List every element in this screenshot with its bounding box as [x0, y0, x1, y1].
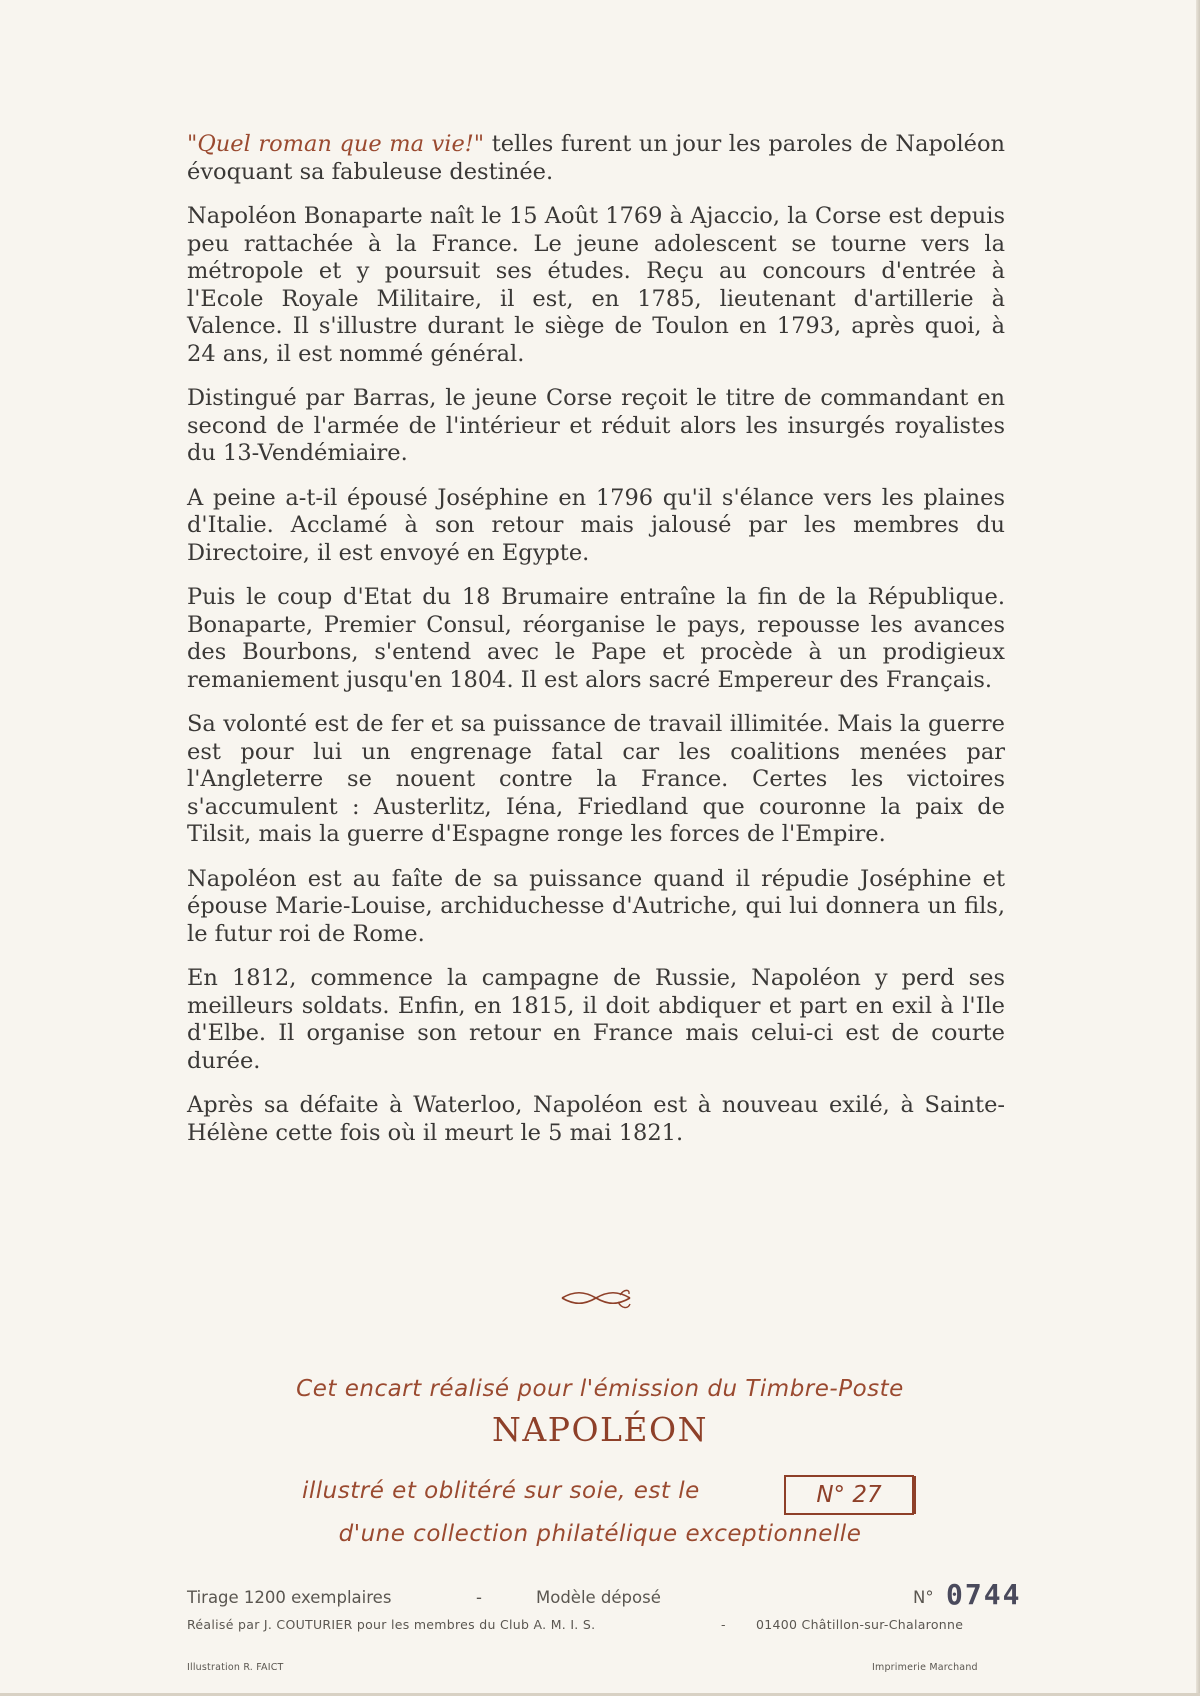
- credits-text: Réalisé par J. COUTURIER pour les membres du Club A. M. I. S.: [187, 1617, 596, 1632]
- footer-separator: -: [721, 1617, 726, 1632]
- biography-text: [187, 131, 1005, 1164]
- printer-credit: Imprimerie Marchand: [872, 1662, 978, 1673]
- paragraph-italy: A peine a-t-il épousé Joséphine en 1796 qu'il s'élance vers les plaines d'Italie. Acclamé à son retour mais jalousé par les membres du Directoire, il est envoyé en Egypte.: [187, 484, 1005, 566]
- intro-text: telles furent un jour les paroles de Napoléon évoquant sa fabuleuse destinée.: [187, 131, 1005, 185]
- address-text: 01400 Châtillon-sur-Chalaronne: [756, 1617, 964, 1632]
- paragraph-marriage: Napoléon est au faîte de sa puissance quand il répudie Joséphine et épouse Marie-Louise, archiduchesse d'Autriche, qui lui donnera un fils, le futur roi de Rome.: [187, 865, 1005, 947]
- paragraph-exile: Après sa défaite à Waterloo, Napoléon est à nouveau exilé, à Sainte-Hélène cette fois où il meurt le 5 mai 1821.: [187, 1092, 1005, 1146]
- illustrator-credit: Illustration R. FAICT: [187, 1662, 284, 1673]
- promo-exceptional-line: d'une collection philatélique exceptionnelle: [338, 1521, 862, 1547]
- paragraph-birth: Napoléon Bonaparte naît le 15 Août 1769 à Ajaccio, la Corse est depuis peu rattachée à la France. Le jeune adolescent se tourne vers la métropole et y poursuit ses études. Reçu au concours d'entrée à l'Ecole Royale Militaire, il est, en 1785, lieutenant d'artillerie à Valence. Il s'illustre durant le siège de Toulon en 1793, après quoi, à 24 ans, il est nommé général.: [187, 203, 1005, 367]
- paragraph-barras: Distingué par Barras, le jeune Corse reçoit le titre de commandant en second de l'armée de l'intérieur et réduit alors les insurgés royalistes du 13-Vendémiaire.: [187, 385, 1005, 466]
- promo-illustrated-text: illustré et oblitéré sur soie, est le: [302, 1478, 700, 1504]
- promo-emission-line: Cet encart réalisé pour l'émission du Timbre-Poste: [296, 1376, 904, 1402]
- serial-number-stamp: 0744: [946, 1578, 1022, 1611]
- registered-model-text: Modèle déposé: [536, 1588, 661, 1607]
- card-edge-shadow: [1196, 0, 1200, 1696]
- collection-number-badge: N° 27: [784, 1475, 914, 1515]
- paragraph-war: Sa volonté est de fer et sa puissance de travail illimitée. Mais la guerre est pour lui un engrenage fatal car les coalitions menées par l'Angleterre se nouent contre la France. Certes les victoires s'accumulent : Austerlitz, Iéna, Friedland que couronne la paix de Tilsit, mais la guerre d'Espagne ronge les forces de l'Empire.: [187, 711, 1005, 847]
- scroll-flourish-icon: [560, 1285, 632, 1311]
- promo-collection-line: [0, 1475, 1200, 1521]
- print-run-text: Tirage 1200 exemplaires: [187, 1588, 392, 1607]
- paragraph-intro: [187, 131, 1005, 186]
- napoleon-quote: "Quel roman que ma vie!": [187, 131, 485, 157]
- paragraph-consul: Puis le coup d'Etat du 18 Brumaire entraîne la fin de la République. Bonaparte, Premier Consul, réorganise le pays, repousse les avances des Bourbons, s'entend avec le Pape et procède à un prodigieux remaniement jusqu'en 1804. Il est alors sacré Empereur des Français.: [187, 584, 1005, 693]
- serial-number-label: N°: [913, 1588, 934, 1607]
- promo-title: NAPOLÉON: [492, 1410, 708, 1449]
- paragraph-russia: En 1812, commence la campagne de Russie, Napoléon y perd ses meilleurs soldats. Enfin, en 1815, il doit abdiquer et part en exil à l'Ile d'Elbe. Il organise son retour en France mais celui-ci est de courte durée.: [187, 965, 1005, 1074]
- footer-separator: -: [476, 1588, 482, 1607]
